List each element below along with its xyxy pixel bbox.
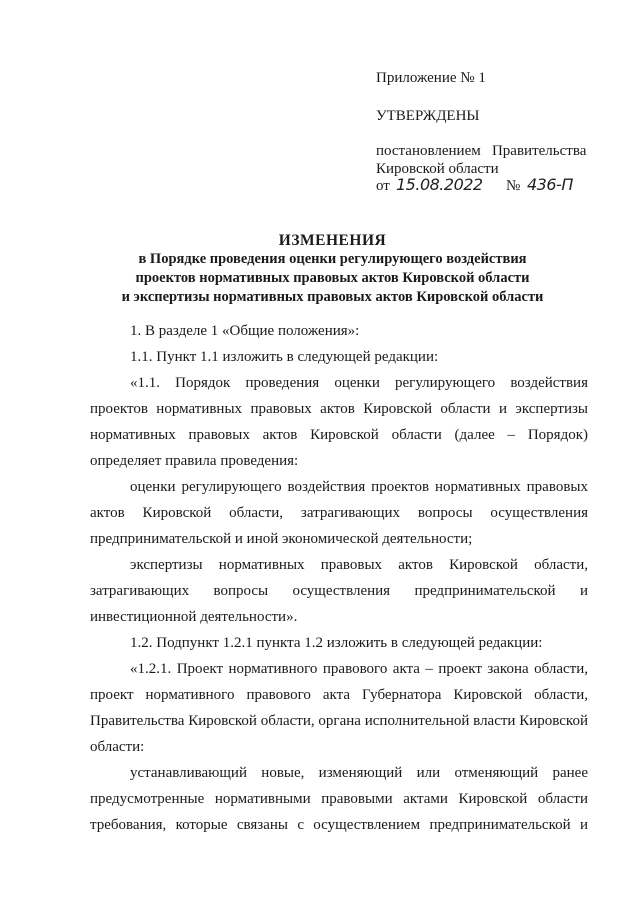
- heading-line-2: проектов нормативных правовых актов Кировской области: [135, 270, 530, 286]
- paragraph-1-2-1-text: «1.2.1. Проект нормативного правового акта – проект закона области, проект нормативного правового акта Губернатора Кировской области, Правительства Кировской области, органа исполнительной власти Кировской области:: [90, 661, 588, 755]
- heading-title: ИЗМЕНЕНИЯ: [278, 232, 387, 249]
- decree-number-prefix: №: [506, 178, 521, 194]
- decree-date-prefix: от: [376, 178, 390, 194]
- appendix-label: Приложение № 1: [376, 70, 486, 86]
- approved-label: УТВЕРЖДЕНЫ: [376, 108, 480, 124]
- decree-line-2: Кировской области: [376, 161, 499, 177]
- heading-line-3: и экспертизы нормативных правовых актов Кировской области: [121, 289, 544, 305]
- paragraph-ria-item: оценки регулирующего воздействия проектов нормативных правовых актов Кировской области, затрагивающих вопросы осуществления предпринимательской и иной экономической деятельности;: [90, 479, 588, 547]
- paragraph-section-1: 1. В разделе 1 «Общие положения»:: [130, 323, 360, 339]
- decree-number-handwritten: 436-П: [527, 175, 573, 194]
- document-heading: [80, 231, 585, 307]
- paragraph-1-1-text: «1.1. Порядок проведения оценки регулирующего воздействия проектов нормативных правовых актов Кировской области и экспертизы нормативных правовых актов Кировской области (далее – Порядок) определяет правила проведения:: [90, 375, 588, 469]
- paragraph-1-2: 1.2. Подпункт 1.2.1 пункта 1.2 изложить в следующей редакции:: [130, 635, 543, 651]
- decree-line-1: постановлением Правительства: [376, 143, 587, 159]
- heading-line-1: в Порядке проведения оценки регулирующего воздействия: [138, 251, 527, 267]
- paragraph-establishing: устанавливающий новые, изменяющий или отменяющий ранее предусмотренные нормативными правовыми актами Кировской области требования, которые связаны с осуществлением предпринимательской и: [90, 765, 588, 833]
- decree-date-handwritten: 15.08.2022: [396, 175, 483, 194]
- paragraph-1-1: 1.1. Пункт 1.1 изложить в следующей редакции:: [130, 349, 439, 365]
- paragraph-expertise-item: экспертизы нормативных правовых актов Кировской области, затрагивающих вопросы осуществления предпринимательской и инвестиционной деятельности».: [90, 557, 588, 625]
- document-body: [90, 318, 588, 838]
